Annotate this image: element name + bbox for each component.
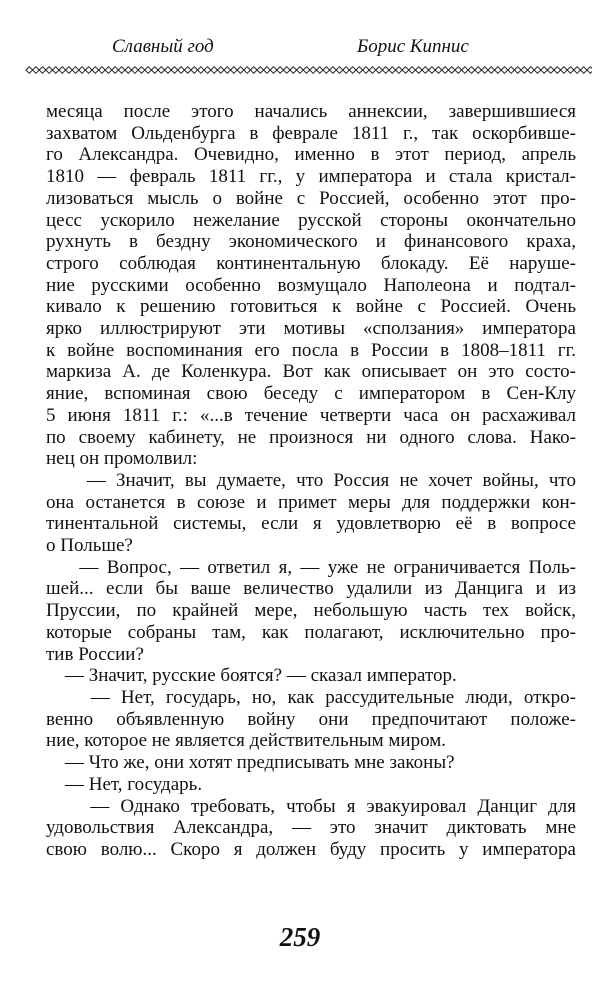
text-line: — Что же, они хотят предписывать мне законы?	[46, 752, 455, 774]
text-line: тинентальной системы, если я удовлетворю её в вопросе	[46, 513, 576, 535]
running-header-author: Борис Кипнис	[357, 36, 469, 57]
text-line: которые собраны там, как полагают, исключительно про-	[46, 621, 576, 643]
text-line: рухнуть в бездну экономического и финансового краха,	[46, 231, 576, 253]
text-line: к войне воспоминания его посла в России в 1808–1811 гг.	[46, 339, 576, 361]
text-line: — Однако требовать, чтобы я эвакуировал Данциг для	[46, 795, 576, 817]
text-line: — Значит, вы думаете, что Россия не хочет войны, что	[46, 469, 576, 491]
text-line: 5 июня 1811 г.: «...в течение четверти часа он расхаживал	[46, 404, 576, 426]
text-line: кивало к решению готовиться к войне с Россией. Очень	[46, 296, 576, 318]
text-line: — Нет, государь.	[46, 773, 203, 795]
text-line: ярко иллюстрируют эти мотивы «сползания» императора	[46, 318, 576, 340]
text-line: Пруссии, по крайней мере, небольшую часть тех войск,	[46, 600, 576, 622]
text-line: маркиза А. де Коленкура. Вот как описывает он это состо-	[46, 361, 576, 383]
text-line: ние русскими особенно возмущало Наполеона и подтал-	[46, 274, 576, 296]
text-line: о Польше?	[46, 535, 133, 557]
text-line: венно объявленную войну они предпочитают положе-	[46, 708, 576, 730]
text-line: она останется в союзе и примет меры для поддержки кон-	[46, 491, 576, 513]
text-line: цесс ускорило нежелание русской стороны окончательно	[46, 209, 576, 231]
text-line: — Вопрос, — ответил я, — уже не ограничивается Поль-	[46, 556, 576, 578]
text-line: ние, которое не является действительным миром.	[46, 730, 447, 752]
page-number: 259	[279, 922, 321, 952]
text-line: го Александра. Очевидно, именно в этот период, апрель	[46, 144, 576, 166]
text-line: лизоваться мысль о войне с Россией, особенно этот про-	[46, 187, 576, 209]
text-line: тив России?	[46, 643, 144, 665]
text-line: удовольствия Александра, — это значит диктовать мне	[46, 817, 576, 839]
text-line: — Значит, русские боятся? — сказал император.	[46, 665, 457, 687]
text-line: месяца после этого начались аннексии, завершившиеся	[46, 101, 576, 122]
text-line: строго соблюдая континентальную блокаду. Её наруше-	[46, 252, 576, 274]
text-line: свою волю... Скоро я должен буду просить у императора	[46, 838, 576, 860]
text-line: по своему кабинету, не произнося ни одного слова. Нако-	[46, 426, 576, 448]
text-line: захватом Ольденбурга в феврале 1811 г., так оскорбивше-	[46, 122, 576, 144]
page-body-text	[46, 101, 576, 861]
text-line: яние, вспоминая свою беседу с императором в Сен-Клу	[46, 383, 576, 405]
text-line: шей... если бы ваше величество удалили из Данцига и из	[46, 578, 576, 600]
running-header-title: Славный год	[112, 36, 214, 57]
text-line: — Нет, государь, но, как рассудительные люди, откро-	[46, 686, 576, 708]
ornamental-rule	[14, 63, 592, 77]
text-line: 1810 — февраль 1811 гг., у императора и стала кристал-	[46, 166, 576, 188]
text-line: нец он промолвил:	[46, 448, 198, 470]
